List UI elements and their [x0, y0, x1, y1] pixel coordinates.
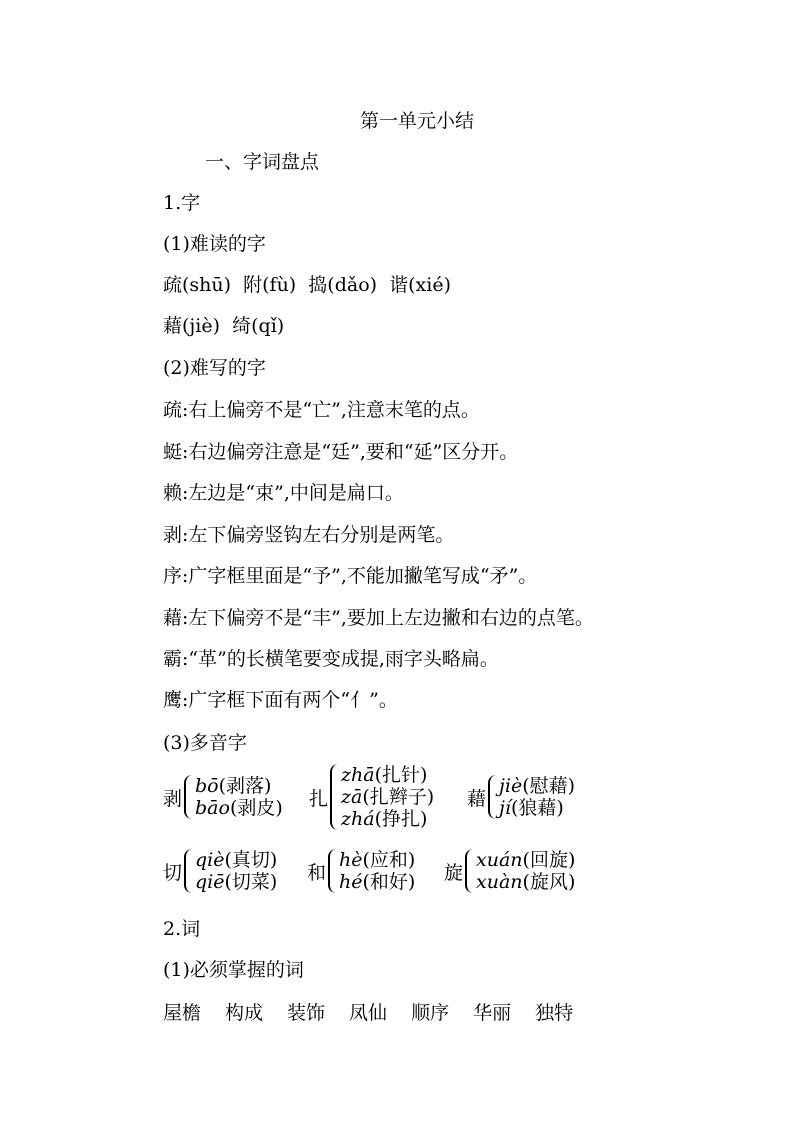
hard-read-label: (1)难读的字	[163, 233, 266, 255]
example-word: (旋风)	[522, 871, 576, 893]
word-item: 独特	[535, 1002, 574, 1024]
brace	[184, 849, 193, 893]
hard-write-item: 疏:右上偏旁不是“亡”,注意末笔的点。	[163, 399, 480, 421]
polyphone-char: 剥	[163, 787, 183, 810]
polyphone-group	[163, 775, 283, 819]
word-item: 装饰	[287, 1002, 326, 1024]
subsection-heading: 1.字	[163, 192, 201, 214]
example-word: (应和)	[362, 849, 416, 871]
brace	[465, 849, 474, 893]
polyphone-group	[307, 849, 415, 893]
example-word: (切菜)	[224, 871, 278, 893]
example-word: (剥皮)	[229, 797, 283, 819]
pinyin: hé	[339, 871, 363, 893]
polyphone-char: 和	[307, 861, 327, 884]
polyphone-group	[309, 764, 434, 830]
polyphone-label: (3)多音字	[163, 732, 247, 754]
example-word: (狼藉)	[510, 797, 564, 819]
pinyin: zhā	[341, 764, 375, 786]
polyphone-char: 切	[163, 861, 183, 884]
word-item: 屋檐	[163, 1002, 202, 1024]
example-word: (和好)	[362, 871, 416, 893]
polyphone-char: 扎	[309, 787, 329, 810]
polyphone-group	[467, 775, 575, 819]
example-word: (扎辫子)	[362, 786, 435, 808]
example-word: (挣扎)	[374, 808, 428, 830]
pinyin: hè	[339, 849, 363, 871]
page-title: 第一单元小结	[359, 110, 474, 132]
pinyin: xuán	[476, 849, 523, 871]
polyphone-char: 藉	[467, 787, 487, 810]
hard-read-line: 藉(jiè) 绮(qǐ)	[163, 315, 285, 337]
polyphone-char: 旋	[444, 861, 464, 884]
pinyin: zā	[341, 786, 363, 808]
word-item: 华丽	[473, 1002, 512, 1024]
brace	[488, 775, 497, 819]
word-item: 凤仙	[349, 1002, 388, 1024]
hard-write-label: (2)难写的字	[163, 357, 266, 379]
hard-write-item: 蜓:右边偏旁注意是“廷”,要和“延”区分开。	[163, 441, 519, 463]
pinyin: zhá	[341, 808, 375, 830]
example-word: (剥落)	[218, 775, 272, 797]
pinyin: xuàn	[476, 871, 523, 893]
pinyin: jiè	[499, 775, 523, 797]
section-heading: 一、字词盘点	[205, 151, 320, 173]
pinyin: bāo	[195, 797, 230, 819]
example-word: (慰藉)	[522, 775, 576, 797]
brace	[330, 764, 339, 830]
hard-read-line: 疏(shū) 附(fù) 捣(dǎo) 谐(xié)	[163, 274, 451, 296]
word-list	[163, 998, 573, 1025]
hard-write-item: 藉:左下偏旁不是“丰”,要加上左边撇和右边的点笔。	[163, 607, 594, 629]
pinyin: qiē	[195, 871, 225, 893]
brace	[328, 849, 337, 893]
hard-write-item: 剥:左下偏旁竖钩左右分别是两笔。	[163, 524, 455, 546]
polyphone-group	[444, 849, 575, 893]
subsection-heading: 2.词	[163, 918, 201, 940]
hard-write-item: 霸:“革”的长横笔要变成提,雨字头略扁。	[163, 648, 499, 670]
example-word: (真切)	[224, 849, 278, 871]
hard-write-item: 赖:左边是“束”,中间是扁口。	[163, 482, 404, 504]
example-word: (扎针)	[374, 764, 428, 786]
pinyin: jí	[499, 797, 511, 819]
hard-write-item: 序:广字框里面是“予”,不能加撇笔写成“矛”。	[163, 565, 538, 587]
hard-write-item: 鹰:广字框下面有两个“亻”。	[163, 689, 398, 711]
word-item: 构成	[225, 1002, 264, 1024]
example-word: (回旋)	[522, 849, 576, 871]
word-item: 顺序	[411, 1002, 450, 1024]
pinyin: bō	[195, 775, 219, 797]
polyphone-group	[163, 849, 277, 893]
brace	[184, 775, 193, 819]
must-words-label: (1)必须掌握的词	[163, 959, 304, 981]
pinyin: qiè	[195, 849, 225, 871]
